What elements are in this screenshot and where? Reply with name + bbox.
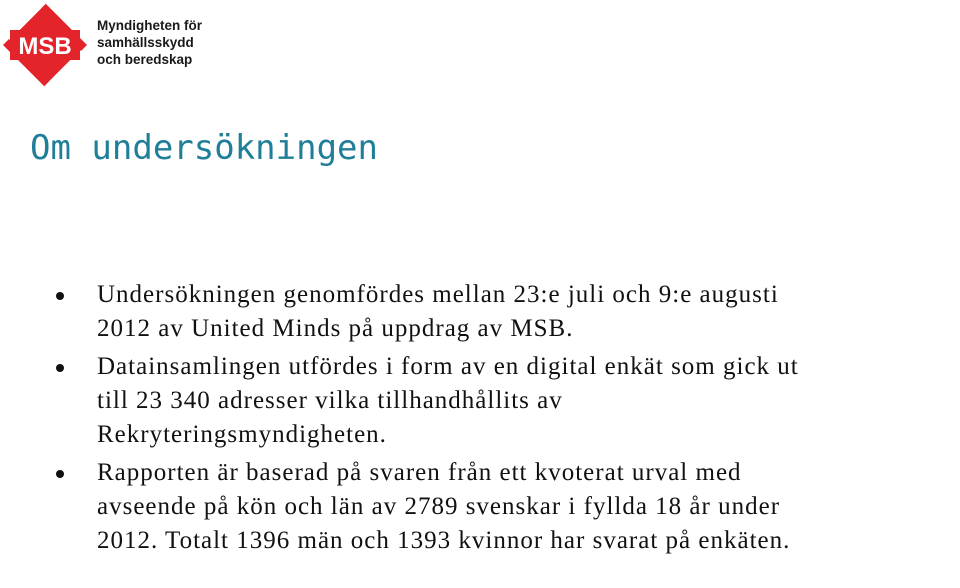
msb-logo	[0, 0, 220, 96]
bullet-line: avseende på kön och län av 2789 svenskar i fyllda 18 år under	[97, 493, 781, 520]
bullet-line: Rapporten är baserad på svaren från ett kvoterat urval med	[97, 459, 742, 486]
bullet-line: Undersökningen genomfördes mellan 23:e juli och 9:e augusti	[97, 281, 779, 308]
slide-title: Om undersökningen	[30, 128, 378, 168]
bullet-dot-icon	[56, 292, 64, 300]
bullet-list	[0, 278, 960, 562]
bullet-line: Rekryteringsmyndigheten.	[97, 421, 387, 448]
logo-line: och beredskap	[97, 52, 193, 67]
bullet-item	[0, 278, 960, 346]
bullet-line: Datainsamlingen utfördes i form av en digital enkät som gick ut	[97, 353, 799, 380]
bullet-line: 2012. Totalt 1396 män och 1393 kvinnor har svarat på enkäten.	[97, 527, 791, 554]
bullet-item	[0, 350, 960, 452]
msb-logo-icon	[0, 0, 90, 90]
logo-line: Myndigheten för	[97, 18, 202, 33]
bullet-line: till 23 340 adresser vilka tillhandhållits av	[97, 387, 563, 414]
logo-wordmark	[97, 17, 202, 68]
bullet-item	[0, 456, 960, 558]
bullet-dot-icon	[56, 470, 64, 478]
bullet-dot-icon	[56, 364, 64, 372]
logo-line: samhällsskydd	[97, 35, 194, 50]
bullet-line: 2012 av United Minds på uppdrag av MSB.	[97, 315, 574, 342]
logo-mark-text: MSB	[18, 33, 72, 60]
